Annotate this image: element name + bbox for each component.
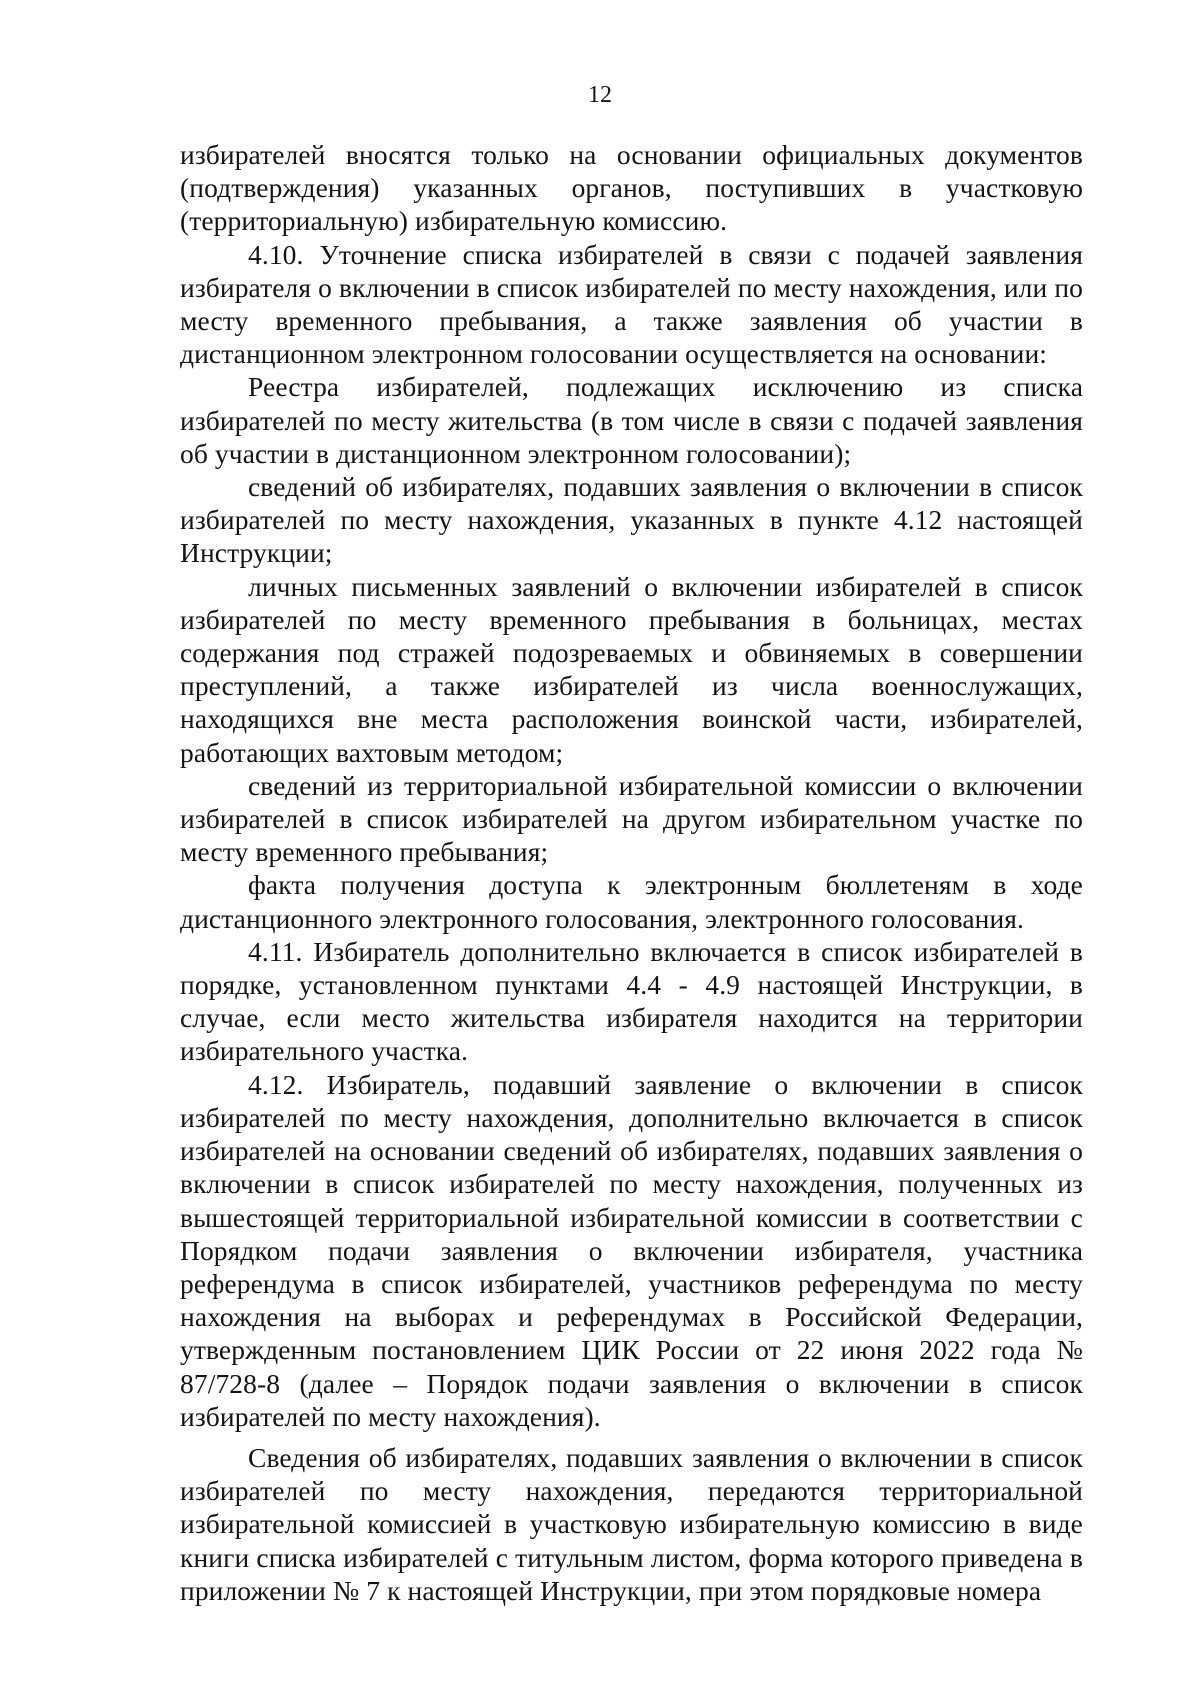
paragraph-4-11: 4.11. Избиратель дополнительно включается в список избирателей в порядке, установленном пунктами 4.4 - 4.9 настоящей Инструкции, в случае, если место жительства избирателя находится на территории избирательного участка. — [180, 935, 1083, 1067]
paragraph-territorial-commission: сведений из территориальной избирательной комиссии о включении избирателей в список избирателей на другом избирательном участке по месту временного пребывания; — [180, 769, 1083, 868]
paragraph-registry: Реестра избирателей, подлежащих исключению из списка избирателей по месту жительства (в том числе в связи с подачей заявления об участии в дистанционном электронном голосовании); — [180, 371, 1083, 469]
paragraph-4-10: 4.10. Уточнение списка избирателей в связи с подачей заявления избирателя о включении в список избирателей по месту нахождения, или по месту временного пребывания, а также заявления об участии в дистанционном электронном голосовании осуществляется на основании: — [180, 238, 1083, 370]
document-body — [180, 138, 1083, 1607]
paragraph-personal-applications: личных письменных заявлений о включении избирателей в список избирателей по месту временного пребывания в больницах, местах содержания под стражей подозреваемых и обвиняемых в совершении преступлений, а также избирателей из числа военнослужащих, находящихся вне места расположения воинской части, избирателей, работающих вахтовым методом; — [180, 570, 1083, 768]
paragraph-voter-info-transfer: Сведения об избирателях, подавших заявления о включении в список избирателей по месту нахождения, передаются территориальной избирательной комиссией в участковую избирательную комиссию в виде книги списка избирателей с титульным листом, форма которого приведена в приложении № 7 к настоящей Инструкции, при этом порядковые номера — [180, 1441, 1083, 1606]
paragraph-4-12: 4.12. Избиратель, подавший заявление о включении в список избирателей по месту нахождения, дополнительно включается в список избирателей на основании сведений об избирателях, подавших заявления о включении в список избирателей по месту нахождения, полученных из вышестоящей территориальной избирательной комиссии в соответствии с Порядком подачи заявления о включении избирателя, участника референдума в список избирателей, участников референдума по месту нахождения на выборах и референдумах в Российской Федерации, утвержденным постановлением ЦИК России от 22 июня 2022 года № 87/728-8 (далее – Порядок подачи заявления о включении в список избирателей по месту нахождения). — [180, 1068, 1083, 1432]
paragraph-location-info: сведений об избирателях, подавших заявления о включении в список избирателей по месту нахождения, указанных в пункте 4.12 настоящей Инструкции; — [180, 471, 1083, 569]
page-number: 12 — [588, 82, 612, 108]
paragraph-continuation: избирателей вносятся только на основании официальных документов (подтверждения) указанных органов, поступивших в участковую (территориальную) избирательную комиссию. — [180, 139, 1083, 237]
paragraph-electronic-access: факта получения доступа к электронным бюллетеням в ходе дистанционного электронного голосования, электронного голосования. — [180, 869, 1083, 934]
